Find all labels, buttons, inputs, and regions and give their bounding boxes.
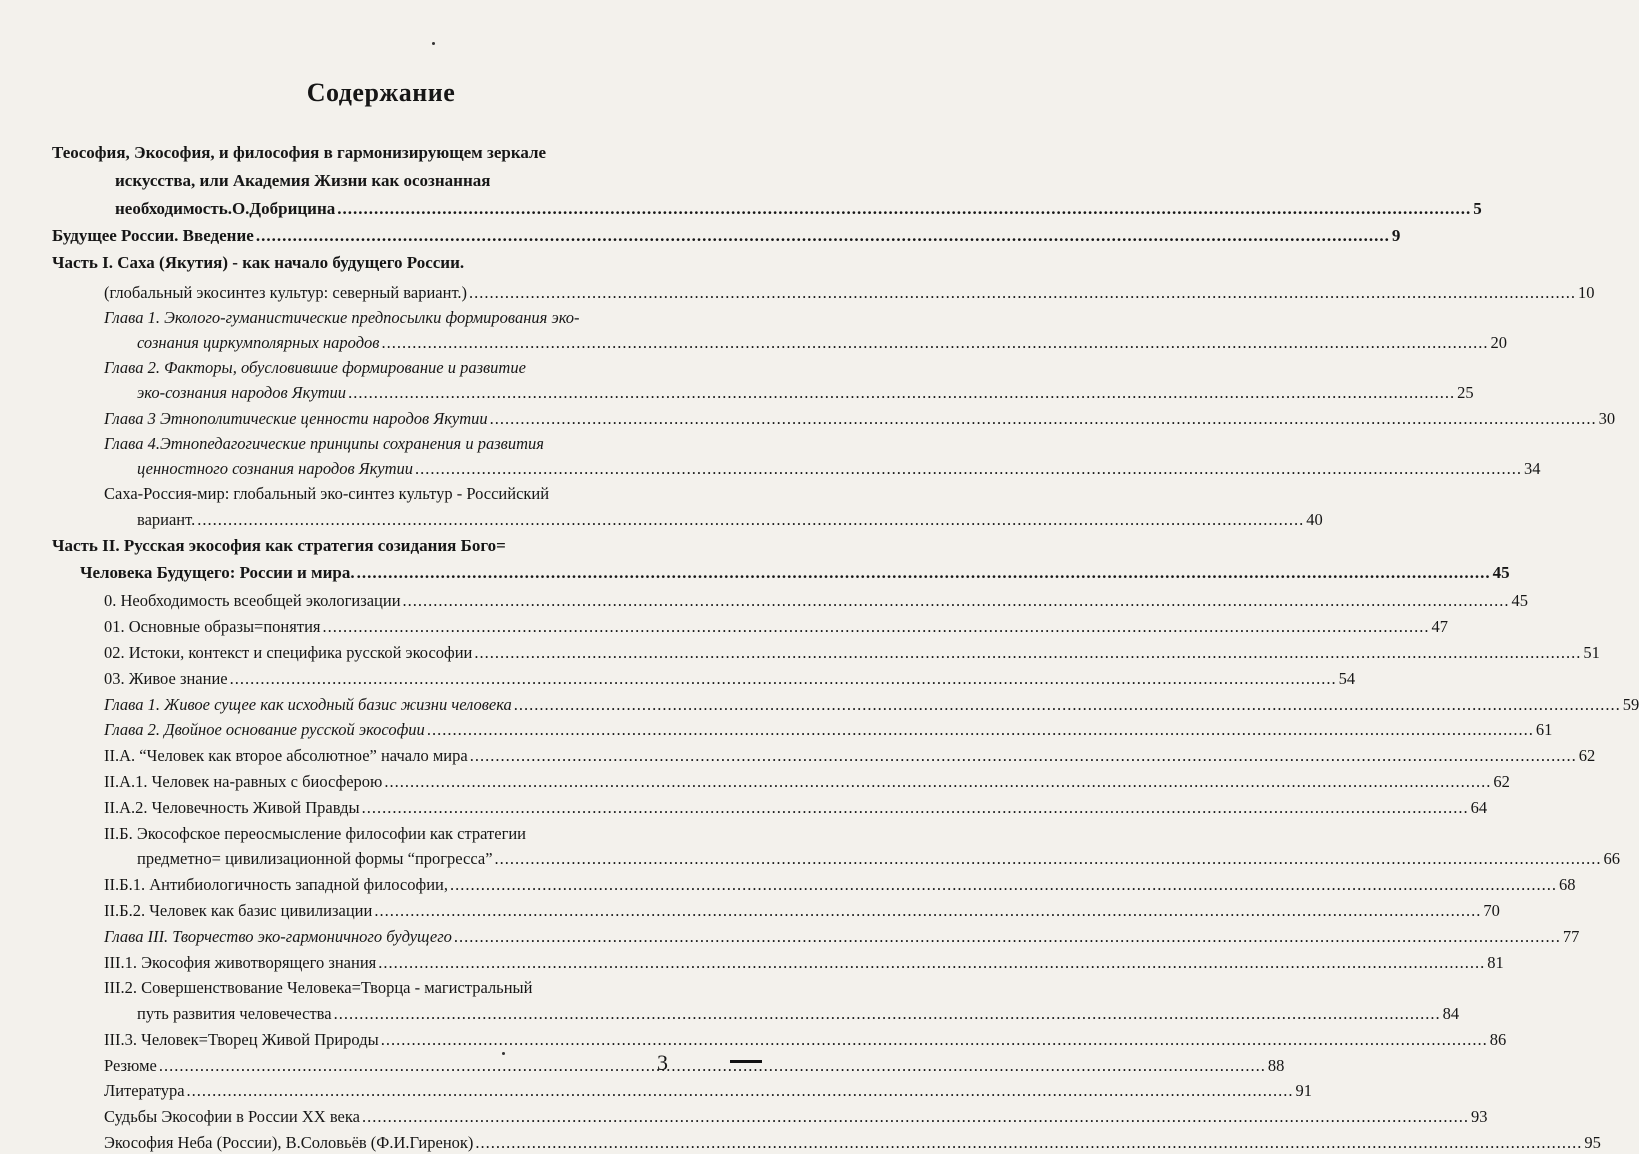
toc-entry-title: III.1. Экософия животворящего знания [104,953,377,972]
toc-entry-title: II.A.1. Человек на-равных с биосферою [104,772,383,791]
toc-page-number: 54 [1338,669,1356,688]
toc-entry [104,307,662,329]
toc-entry [104,952,1504,974]
toc-page-number: 9 [1391,226,1401,245]
toc-entry [80,562,1510,584]
toc-entry [52,225,1401,247]
toc-entry-author: О.Добрицина [231,199,336,218]
toc-leader-dots [381,1029,1488,1051]
toc-page-number: 5 [1473,199,1482,218]
toc-leader-dots [450,874,1557,896]
toc-page-number: 61 [1535,720,1553,739]
toc-page-number: 84 [1442,1004,1460,1023]
toc-leader-dots [514,694,1621,716]
toc-entry [52,535,662,557]
toc-leader-dots [337,198,1471,220]
toc-entry [115,170,662,192]
page-title: Содержание [306,78,456,107]
toc-page-number: 64 [1470,798,1488,817]
toc-leader-dots [454,926,1561,948]
toc-page-number: 81 [1487,953,1504,972]
toc-page-number: 95 [1584,1133,1601,1152]
toc-entry-title: Резюме [104,1056,157,1075]
toc-entry-title: предметно= цивилизационной формы “прогресса” [137,849,493,868]
toc-entry-title: эко-сознания народов Якутии [137,383,347,402]
toc-page-number: 45 [1511,591,1529,610]
toc-entry [104,642,1600,664]
toc-leader-dots [470,745,1577,767]
toc-entry-title: Глава 4.Этнопедагогические принципы сохранения и развития [104,434,544,453]
toc-entry [104,745,1596,767]
toc-entry [104,1029,1507,1051]
toc-page-number: 88 [1267,1056,1285,1075]
toc-entry [104,926,1580,948]
toc-entry-title: 0. Необходимость всеобщей экологизации [104,591,401,610]
toc-page-number: 47 [1431,617,1448,636]
toc-entry-title: Судьбы Экософии в России XX века [104,1107,360,1126]
toc-leader-dots [334,1003,1441,1025]
toc-leader-dots [357,562,1491,584]
toc-entry [104,719,1553,741]
toc-page-number: 66 [1603,849,1621,868]
toc-page-number: 45 [1492,563,1510,582]
toc-leader-dots [230,668,1337,690]
toc-page-number: 34 [1524,459,1541,478]
toc-page-number: 62 [1578,746,1596,765]
toc-entry [137,332,1507,354]
toc-page-number: 30 [1598,409,1616,428]
toc-leader-dots [495,848,1602,870]
toc-entry-title: искусства, или Академия Жизни как осознанная [115,171,491,190]
toc-entry-title: Часть I. Саха (Якутия) - как начало будущего России. [52,253,465,272]
toc-entry-title: III.2. Совершенствование Человека=Творца - магистральный [104,978,533,997]
toc-page-number: 86 [1489,1030,1507,1049]
toc-entry-title: Глава III. Творчество эко-гармоничного будущего [104,927,452,946]
toc-entry-title: (глобальный экосинтез культур: северный вариант.) [104,283,468,302]
toc-entry-title: II.A.2. Человечность Живой Правды [104,798,360,817]
toc-page-number: 40 [1306,510,1323,529]
toc-entry [104,771,1510,793]
toc-entry [104,408,1616,430]
toc-page-number: 59 [1622,695,1639,714]
toc-entry [104,616,1448,638]
toc-leader-dots [469,282,1576,304]
toc-entry-title: Человека Будущего: России и мира. [80,563,355,582]
toc-page-number: 91 [1295,1081,1313,1100]
toc-leader-dots [362,1106,1469,1128]
speck [432,42,435,45]
toc-entry [104,797,1488,819]
toc-entry-title: путь развития человечества [137,1004,332,1023]
toc-leader-dots [403,590,1510,612]
toc-leader-dots [378,952,1485,974]
toc-page-number: 68 [1559,875,1576,894]
toc-page-number: 25 [1457,383,1474,402]
toc-entry [104,874,1576,896]
toc-entry [104,433,662,455]
toc-leader-dots [197,509,1304,531]
toc-entry-title: II.Б.1. Антибиологичность западной философии, [104,875,448,894]
toc-entry [104,357,662,379]
toc-entry-title: III.3. Человек=Творец Живой Природы [104,1030,379,1049]
toc-page-number: 51 [1583,643,1600,662]
toc-entry-title: II.Б. Экософское переосмысление философии как стратегии [104,824,527,843]
toc-entry-title: Саха-Россия-мир: глобальный эко-синтез культур - Российский [104,484,550,503]
toc-entry-title: Часть II. Русская экософия как стратегия созидания Бого= [52,536,506,555]
toc-entry-title: Глава 2. Факторы, обусловившие формирование и развитие [104,358,526,377]
toc-entry [137,509,1323,531]
toc-leader-dots [475,1132,1582,1154]
toc-page-number: 77 [1562,927,1580,946]
toc-entry [104,977,662,999]
toc-entry [104,1080,1313,1102]
toc-entry [52,252,662,274]
toc-entry-title: сознания циркумполярных народов [137,333,380,352]
toc-entry-title: Глава 1. Живое сущее как исходный базис жизни человека [104,695,512,714]
toc-entry-title: Глава 2. Двойное основание русской экософии [104,720,425,739]
toc-entry-title: ценностного сознания народов Якутии [137,459,414,478]
toc-leader-dots [415,458,1522,480]
toc-entry [104,590,1529,612]
toc-entry-title: Теософия, Экософия, и философия в гармонизирующем зеркале [52,143,547,162]
footer-rule [730,1060,762,1063]
toc-entry [137,458,1541,480]
toc-leader-dots [159,1055,1266,1077]
toc-leader-dots [384,771,1491,793]
toc-entry [52,142,662,164]
toc-entry [104,1132,1601,1154]
toc-entry-title: 02. Истоки, контекст и специфика русской экософии [104,643,473,662]
toc-entry-title: вариант. [137,510,196,529]
toc-entry-title: необходимость. [115,199,232,218]
toc-leader-dots [187,1080,1294,1102]
toc-entry-title: Глава 3 Этнополитические ценности народов Якутии [104,409,488,428]
toc-entry-title: Глава 1. Эколого-гуманистические предпосылки формирования эко- [104,308,580,327]
toc-leader-dots [381,332,1488,354]
toc-entry [115,198,1482,220]
toc-entry [137,848,1621,870]
toc-entry-title: Экософия Неба (России), В.Соловьёв (Ф.И.Гиренок) [104,1133,474,1152]
toc-entry [104,1106,1488,1128]
toc-leader-dots [362,797,1469,819]
toc-entry [104,483,662,505]
toc-page-number: 10 [1578,283,1595,302]
toc-entry-title: 03. Живое знание [104,669,228,688]
toc-leader-dots [490,408,1597,430]
toc-leader-dots [374,900,1481,922]
toc-leader-dots [322,616,1429,638]
toc-entry-title: Будущее России. Введение [52,226,254,245]
toc-leader-dots [348,382,1455,404]
toc-leader-dots [256,225,1390,247]
toc-entry [137,382,1474,404]
toc-entry [104,282,1595,304]
toc-page-number: 93 [1470,1107,1488,1126]
page-number: 3 [657,1050,668,1075]
toc-leader-dots [474,642,1581,664]
toc-entry-title: Литература [104,1081,185,1100]
toc-entry [104,900,1500,922]
speck [502,1052,505,1055]
toc-entry-title: II.Б.2. Человек как базис цивилизации [104,901,373,920]
toc-entry [137,1003,1460,1025]
toc-page-number: 62 [1493,772,1510,791]
toc-page-number: 20 [1490,333,1507,352]
toc-entry [104,694,1639,716]
toc-entry-title: 01. Основные образы=понятия [104,617,321,636]
toc-entry [104,668,1356,690]
toc-entry [104,823,662,845]
toc-entry [104,1055,1285,1077]
toc-entry-title: II.A. “Человек как второе абсолютное” начало мира [104,746,468,765]
toc-leader-dots [427,719,1534,741]
toc-page-number: 70 [1483,901,1500,920]
